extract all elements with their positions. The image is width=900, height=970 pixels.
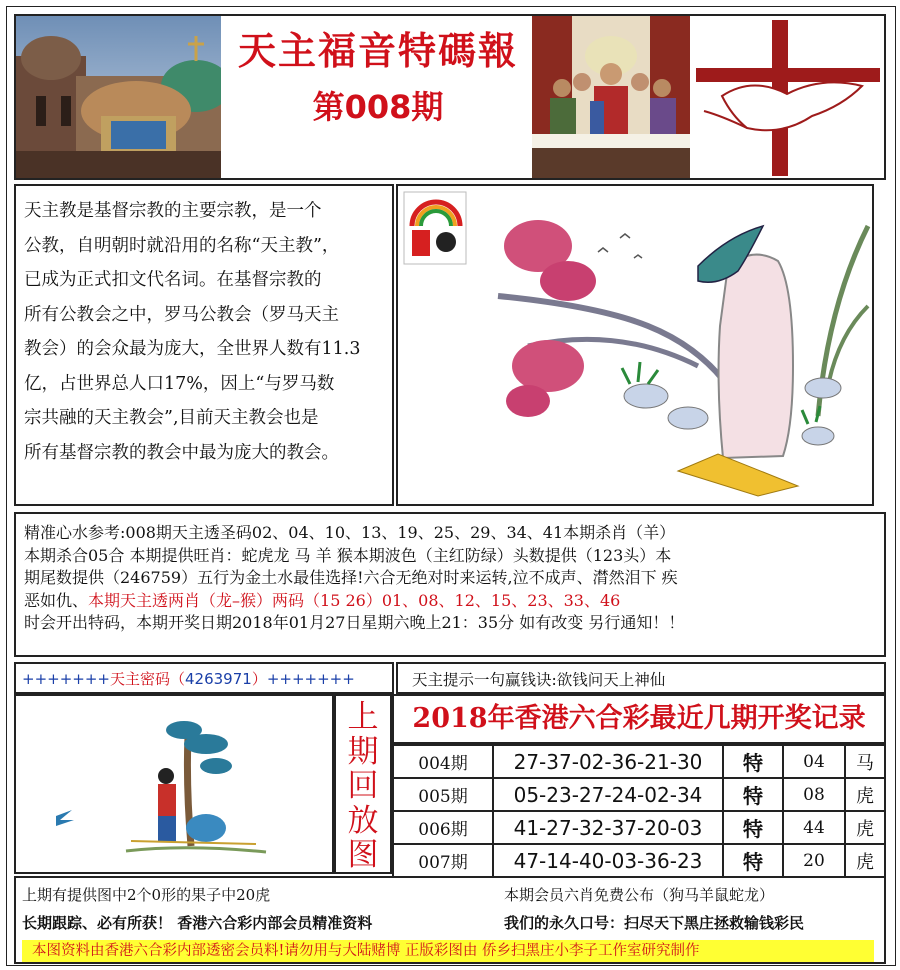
row-numbers: 47-14-40-03-36-23 — [493, 844, 723, 877]
intro-line: 所有公教会之中，罗马公教会（罗马天主 — [24, 304, 339, 325]
reference-line: 本期杀合05合 本期提供旺肖：蛇虎龙 马 羊 猴本期波色（主红防绿）头数提供（123头）本 — [24, 545, 672, 565]
secret-close: ） — [251, 670, 267, 688]
review-char: 放 — [347, 802, 379, 839]
footer-right-2: 我们的永久口号：扫尽天下黑庄拯救输钱彩民 — [504, 914, 805, 932]
row-numbers: 27-37-02-36-21-30 — [493, 745, 723, 778]
plus-decoration: +++++++ — [266, 670, 355, 688]
reference-line: 恶如仇、 — [24, 590, 89, 610]
row-zodiac: 虎 — [845, 778, 885, 811]
intro-line: 亿，占世界总人口17%，因上“与罗马数 — [24, 373, 335, 394]
records-title-box — [392, 694, 886, 744]
plus-decoration: +++++++ — [22, 670, 110, 688]
row-special: 08 — [783, 778, 845, 811]
hint-text: 天主提示一句赢钱诀:欲钱问天上神仙 — [412, 671, 666, 689]
previous-picture — [14, 694, 334, 874]
reference-line: 精准心水参考:008期天主透圣码02、04、10、13、19、25、29、34、41本期杀肖（羊） — [24, 523, 676, 542]
row-special-label: 特 — [723, 778, 783, 811]
intro-line: 所有基督宗教的教会中最为庞大的教会。 — [24, 442, 339, 463]
rainbow-logo-icon — [404, 192, 466, 264]
reference-line: 期尾数提供（246759）五行为金土水最佳选择!六合无绝对时来运转,泣不成声、潸然泪下 疾 — [24, 568, 678, 587]
secret-label: 天主密码（ — [109, 670, 185, 688]
review-char: 上 — [347, 699, 379, 735]
puzzle-picture — [396, 184, 874, 506]
row-issue: 005期 — [393, 778, 493, 811]
intro-text-box — [14, 184, 394, 506]
row-special-label: 特 — [723, 811, 783, 844]
intro-line: 宗共融的天主教会”,目前天主教会也是 — [24, 408, 319, 428]
table-row — [393, 745, 885, 778]
footer-banner: 本图资料由香港六合彩内部透密会员料!请勿用与大陆赌博 正版彩图由 侨乡扫黑庄小李子工作室研究制作 — [22, 940, 874, 962]
row-zodiac: 马 — [845, 745, 885, 778]
review-char: 回 — [347, 768, 379, 804]
row-numbers: 05-23-27-24-02-34 — [493, 778, 723, 811]
row-special-label: 特 — [723, 844, 783, 877]
review-char: 图 — [347, 837, 379, 873]
row-special: 20 — [783, 844, 845, 877]
page-title: 天主福音特碼報 — [237, 29, 518, 73]
table-row — [393, 844, 885, 877]
footer-left-1: 上期有提供图中2个0形的果子中20虎 — [22, 886, 271, 904]
reference-box — [14, 512, 886, 657]
footer — [14, 876, 886, 964]
hint-box — [396, 662, 886, 694]
row-zodiac: 虎 — [845, 811, 885, 844]
footer-right-1: 本期会员六肖免费公布（狗马羊鼠蛇龙） — [504, 886, 775, 904]
secret-code-box — [14, 662, 394, 694]
intro-line: 天主教是基督宗教的主要宗教，是一个 — [24, 201, 322, 221]
row-issue: 007期 — [393, 844, 493, 877]
issue-number: 第008期 — [312, 88, 444, 126]
table-row — [393, 811, 885, 844]
row-zodiac: 虎 — [845, 844, 885, 877]
cathedral-image — [16, 16, 221, 178]
intro-line: 公教，自明朝时就沿用的名称“天主教”， — [24, 235, 340, 256]
reference-line: 时会开出特码，本期开奖日期2018年01月27日星期六晚上21：35分 如有改变 另行通知！！ — [24, 613, 685, 632]
row-special: 44 — [783, 811, 845, 844]
table-row — [393, 778, 885, 811]
intro-line: 已成为正式扣文代名词。在基督宗教的 — [24, 270, 322, 290]
records-table — [392, 744, 886, 878]
row-special: 04 — [783, 745, 845, 778]
footer-left-2: 长期跟踪、必有所获！ 香港六合彩内部会员精准资料 — [22, 914, 373, 932]
cross-dove-image — [692, 16, 884, 178]
row-numbers: 41-27-32-37-20-03 — [493, 811, 723, 844]
row-issue: 004期 — [393, 745, 493, 778]
highlight-prediction: 本期天主透两肖（龙–猴）两码（15 26）01、08、12、15、23、33、46 — [88, 590, 621, 610]
review-char: 期 — [347, 733, 379, 770]
row-issue: 006期 — [393, 811, 493, 844]
row-special-label: 特 — [723, 745, 783, 778]
secret-code: 4263971 — [185, 670, 252, 688]
review-label — [334, 694, 392, 874]
records-title: 2018年香港六合彩最近几期开奖记录 — [412, 703, 866, 734]
intro-line: 教会）的会众最为庞大，全世界人数有11.3 — [24, 339, 361, 359]
last-supper-image — [532, 16, 690, 178]
